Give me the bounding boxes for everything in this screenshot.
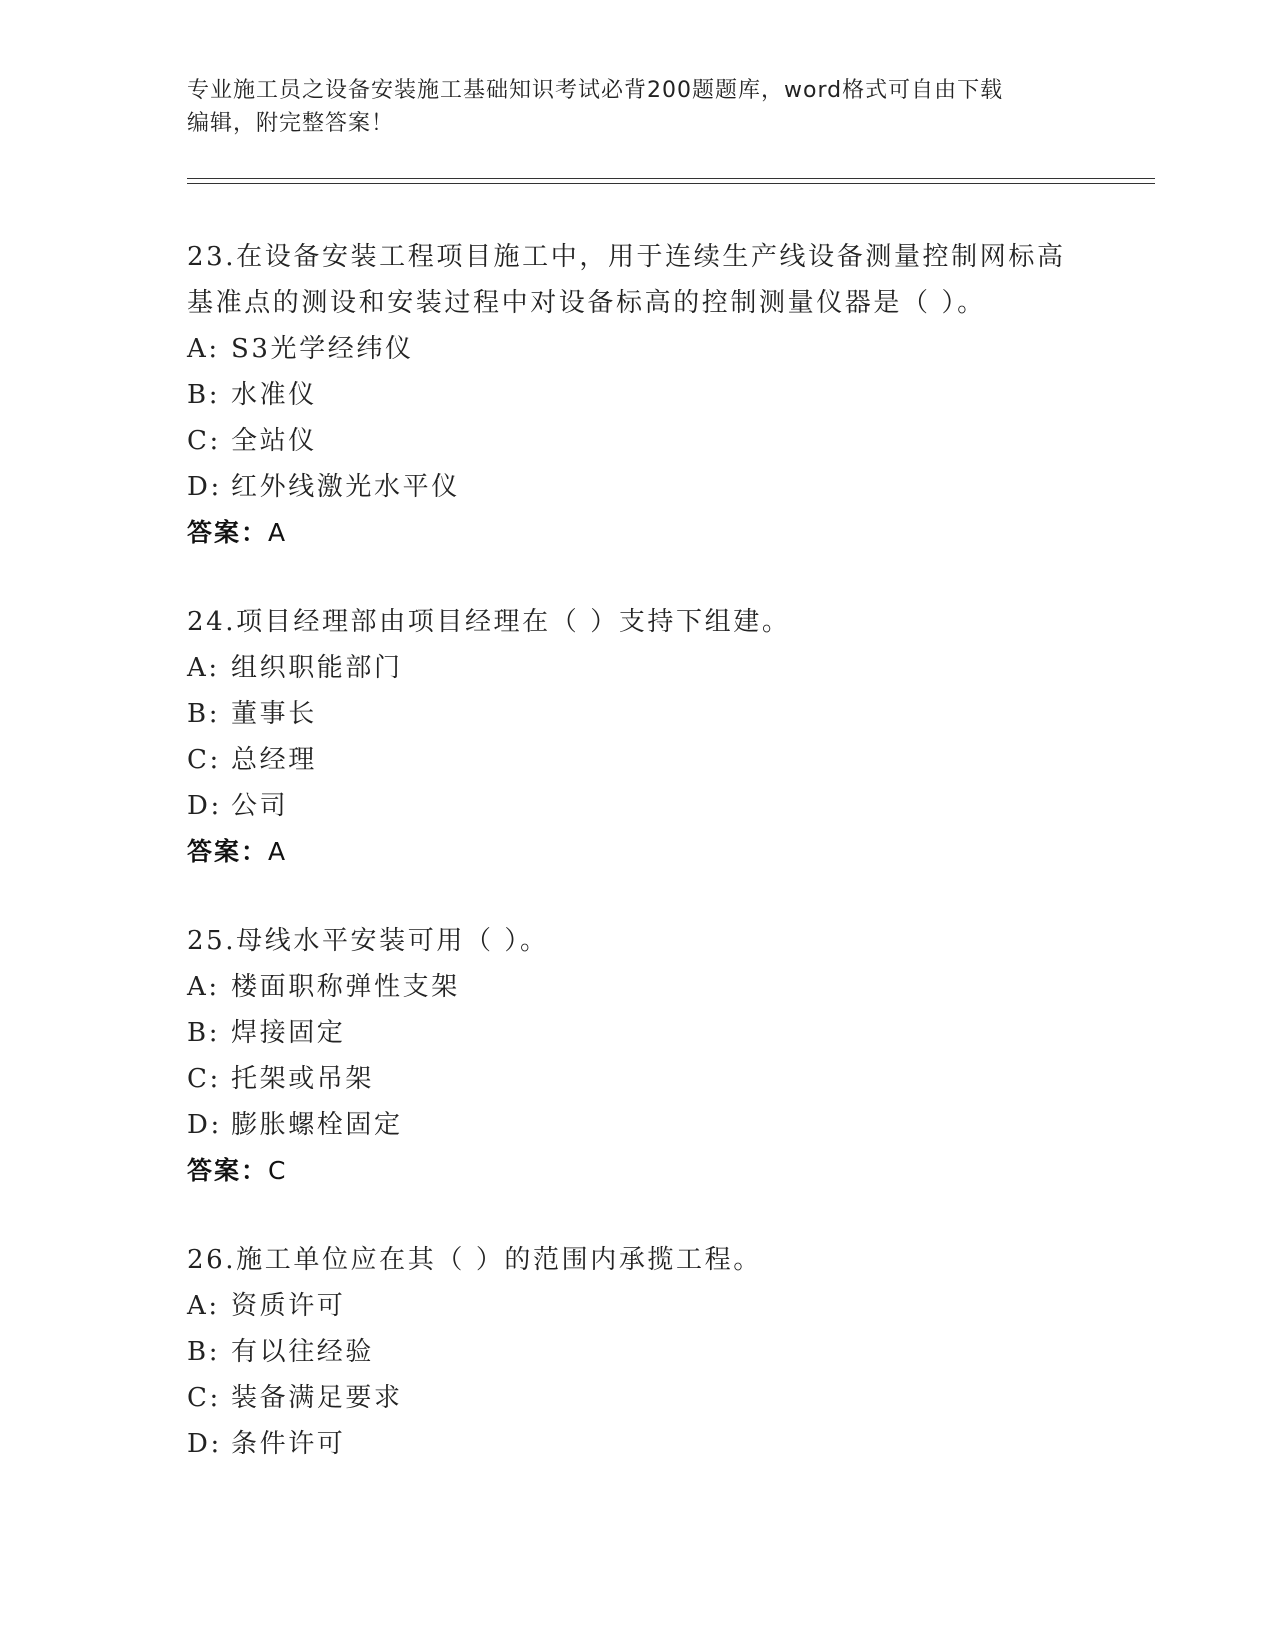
option-b [187, 691, 1087, 737]
answer-line [187, 829, 1087, 875]
option-text: S3光学经纬仪 [231, 334, 414, 364]
answer-value: A [268, 837, 288, 866]
option-text: 有以往经验 [231, 1337, 375, 1367]
option-key: D: [187, 791, 222, 821]
option-key: B: [187, 1018, 221, 1048]
option-text: 董事长 [231, 699, 317, 729]
question-stem: 26.施工单位应在其（ ）的范围内承揽工程。 [187, 1245, 762, 1275]
option-key: C: [187, 1383, 221, 1413]
option-d [187, 1421, 1087, 1467]
option-key: B: [187, 380, 221, 410]
option-key: C: [187, 1064, 221, 1094]
option-b [187, 1010, 1087, 1056]
option-key: A: [187, 334, 220, 364]
option-b [187, 372, 1087, 418]
header-divider-top [187, 178, 1155, 179]
header-divider-bottom [187, 183, 1155, 184]
option-text: 全站仪 [231, 426, 317, 456]
header-line-2: 编辑，附完整答案！ [187, 111, 395, 136]
question-stem: 25.母线水平安装可用（ ）。 [187, 926, 549, 956]
answer-value: C [268, 1156, 288, 1185]
option-key: A: [187, 1291, 220, 1321]
option-a [187, 964, 1087, 1010]
question-stem: 24.项目经理部由项目经理在（ ）支持下组建。 [187, 607, 791, 637]
option-key: B: [187, 699, 221, 729]
option-text: 组织职能部门 [231, 653, 403, 683]
option-a [187, 1283, 1087, 1329]
option-text: 资质许可 [231, 1291, 346, 1321]
option-text: 总经理 [231, 745, 317, 775]
question-stem: 23.在设备安装工程项目施工中，用于连续生产线设备测量控制网标高基准点的测设和安装过程中对设备标高的控制测量仪器是（ ）。 [187, 242, 1066, 318]
option-text: 楼面职称弹性支架 [231, 972, 460, 1002]
option-text: 膨胀螺栓固定 [231, 1110, 403, 1140]
option-a [187, 645, 1087, 691]
document-header [187, 74, 1067, 140]
answer-label: 答案： [187, 1156, 269, 1185]
option-text: 公司 [231, 791, 289, 821]
option-text: 焊接固定 [231, 1018, 346, 1048]
option-text: 红外线激光水平仪 [231, 472, 460, 502]
question-23 [187, 234, 1087, 556]
answer-label: 答案： [187, 518, 269, 547]
option-c [187, 737, 1087, 783]
option-text: 条件许可 [231, 1429, 346, 1459]
option-d [187, 783, 1087, 829]
option-d [187, 464, 1087, 510]
option-d [187, 1102, 1087, 1148]
header-line-1: 专业施工员之设备安装施工基础知识考试必背200题题库，word格式可自由下载 [187, 78, 1004, 103]
answer-value: A [268, 518, 288, 547]
option-b [187, 1329, 1087, 1375]
option-key: D: [187, 1110, 222, 1140]
question-24 [187, 599, 1087, 875]
option-a [187, 326, 1087, 372]
option-c [187, 418, 1087, 464]
option-c [187, 1375, 1087, 1421]
option-text: 水准仪 [231, 380, 317, 410]
option-key: D: [187, 472, 222, 502]
option-key: C: [187, 426, 221, 456]
option-text: 装备满足要求 [231, 1383, 403, 1413]
option-key: A: [187, 653, 220, 683]
answer-line [187, 1148, 1087, 1194]
option-key: C: [187, 745, 221, 775]
option-text: 托架或吊架 [231, 1064, 375, 1094]
answer-label: 答案： [187, 837, 269, 866]
option-key: B: [187, 1337, 221, 1367]
question-26 [187, 1237, 1087, 1467]
option-key: D: [187, 1429, 222, 1459]
question-25 [187, 918, 1087, 1194]
answer-line [187, 510, 1087, 556]
question-list [187, 234, 1087, 1510]
option-c [187, 1056, 1087, 1102]
option-key: A: [187, 972, 220, 1002]
